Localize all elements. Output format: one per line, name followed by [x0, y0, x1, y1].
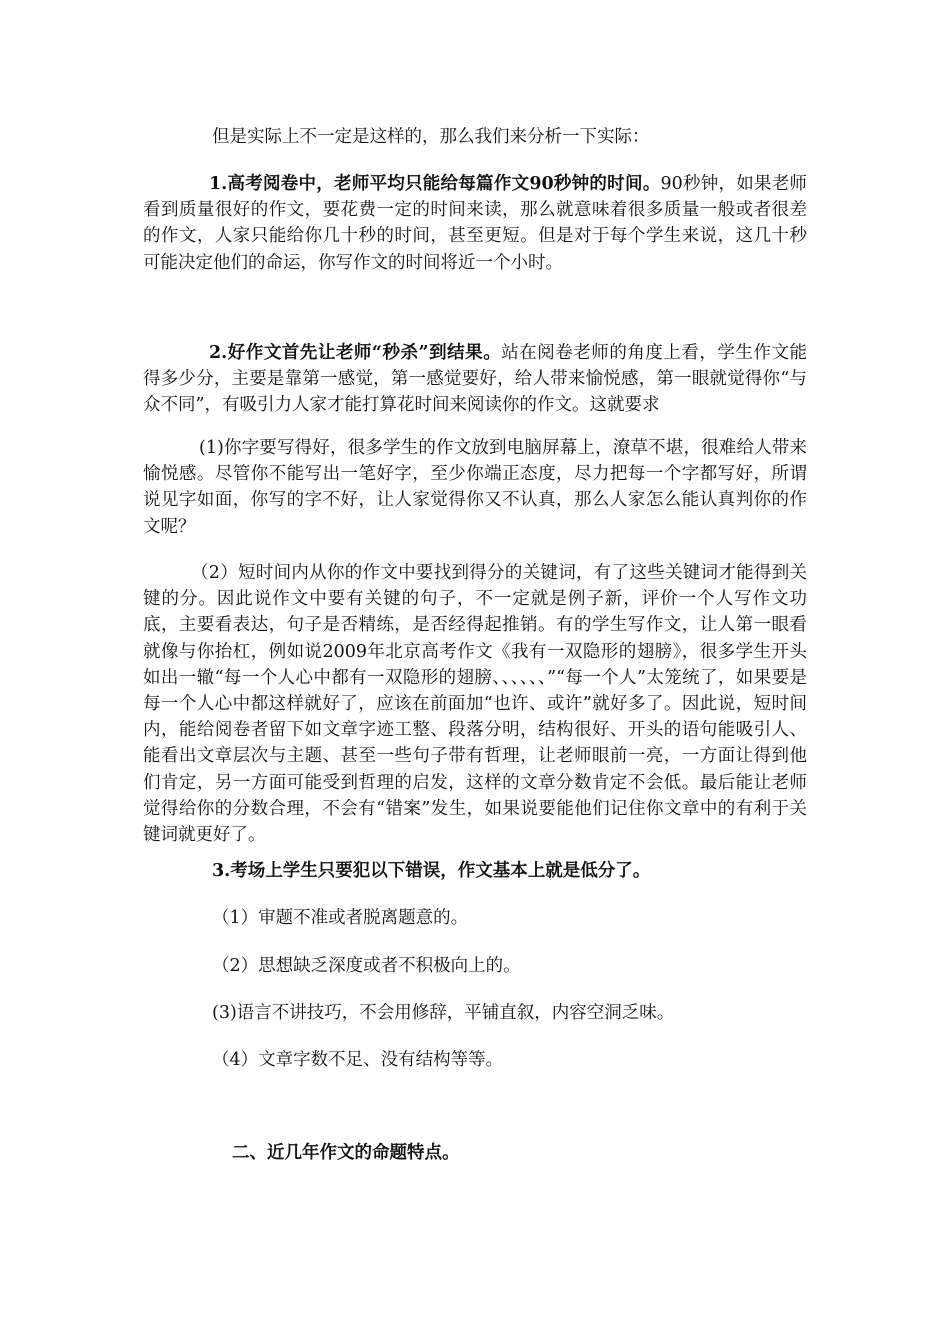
paragraph-5-heading: 3.考场上学生只要犯以下错误，作文基本上就是低分了。	[212, 861, 651, 881]
intro-line: 但是实际上不一定是这样的，那么我们来分析一下实际：	[212, 127, 650, 147]
paragraph-2	[143, 340, 807, 419]
paragraph-1-heading: 1.高考阅卷中，老师平均只能给每篇作文90秒钟的时间。	[209, 174, 661, 194]
list-item-4: （4）文章字数不足、没有结构等等。	[212, 1050, 504, 1070]
paragraph-1-text: 90秒钟，如果老师看到质量很好的作文，要花费一定的时间来读，那么就意味着很多质量一般或者很差的作文，人家只能给你几十秒的时间，甚至更短。但是对于每个学生来说，这几十秒可能决定他们的命运，你写作文的时间将近一个小时。	[143, 174, 807, 273]
paragraph-2-heading: 2.好作文首先让老师“秒杀”到结果。	[209, 343, 502, 363]
paragraph-2-text: 站在阅卷老师的角度上看，学生作文能得多少分，主要是靠第一感觉，第一感觉要好，给人带来愉悦感，第一眼就觉得你“与众不同”，有吸引力人家才能打算花时间来阅读你的作文。这就要求	[143, 343, 808, 416]
section-heading: 二、近几年作文的命题特点。	[232, 1143, 460, 1163]
paragraph-3: (1)你字要写得好，很多学生的作文放到电脑屏幕上，潦草不堪，很难给人带来愉悦感。尽管你不能写出一笔好字，至少你端正态度，尽力把每一个字都写好，所谓说见字如面，你写的字不好，让人家觉得你又不认真，那么人家怎么能认真判你的作文呢？	[143, 438, 807, 537]
list-item-2: （2）思想缺乏深度或者不积极向上的。	[212, 956, 521, 976]
paragraph-1	[143, 171, 807, 276]
paragraph-4: （2）短时间内从你的作文中要找到得分的关键词，有了这些关键词才能得到关键的分。因此说作文中要有关键的句子，不一定就是例子新，评价一个人写作文功底，主要看表达，句子是否精练，是否经得起推销。有的学生写作文，让人第一眼看就像与你抬杠，例如说2009年北京高考作文《我有一双隐形的翅膀》，很多学生开头如出一辙“每一个人心中都有一双隐形的翅膀、、、、、、”“每一个人”太笼统了，如果要是每一个人心中都这样就好了，应该在前面加“也许、或许”就好多了。因此说，短时间内，能给阅卷者留下如文章字迹工整、段落分明，结构很好、开头的语句能吸引人、能看出文章层次与主题、甚至一些句子带有哲理，让老师眼前一亮，一方面让得到他们肯定，另一方面可能受到哲理的启发，这样的文章分数肯定不会低。最后能让老师觉得给你的分数合理，不会有“错案”发生，如果说要能他们记住你文章中的有利于关键词就更好了。	[143, 563, 807, 846]
list-item-3: (3)语言不讲技巧，不会用修辞，平铺直叙，内容空洞乏味。	[212, 1003, 675, 1023]
list-item-1: （1）审题不准或者脱离题意的。	[212, 908, 469, 928]
